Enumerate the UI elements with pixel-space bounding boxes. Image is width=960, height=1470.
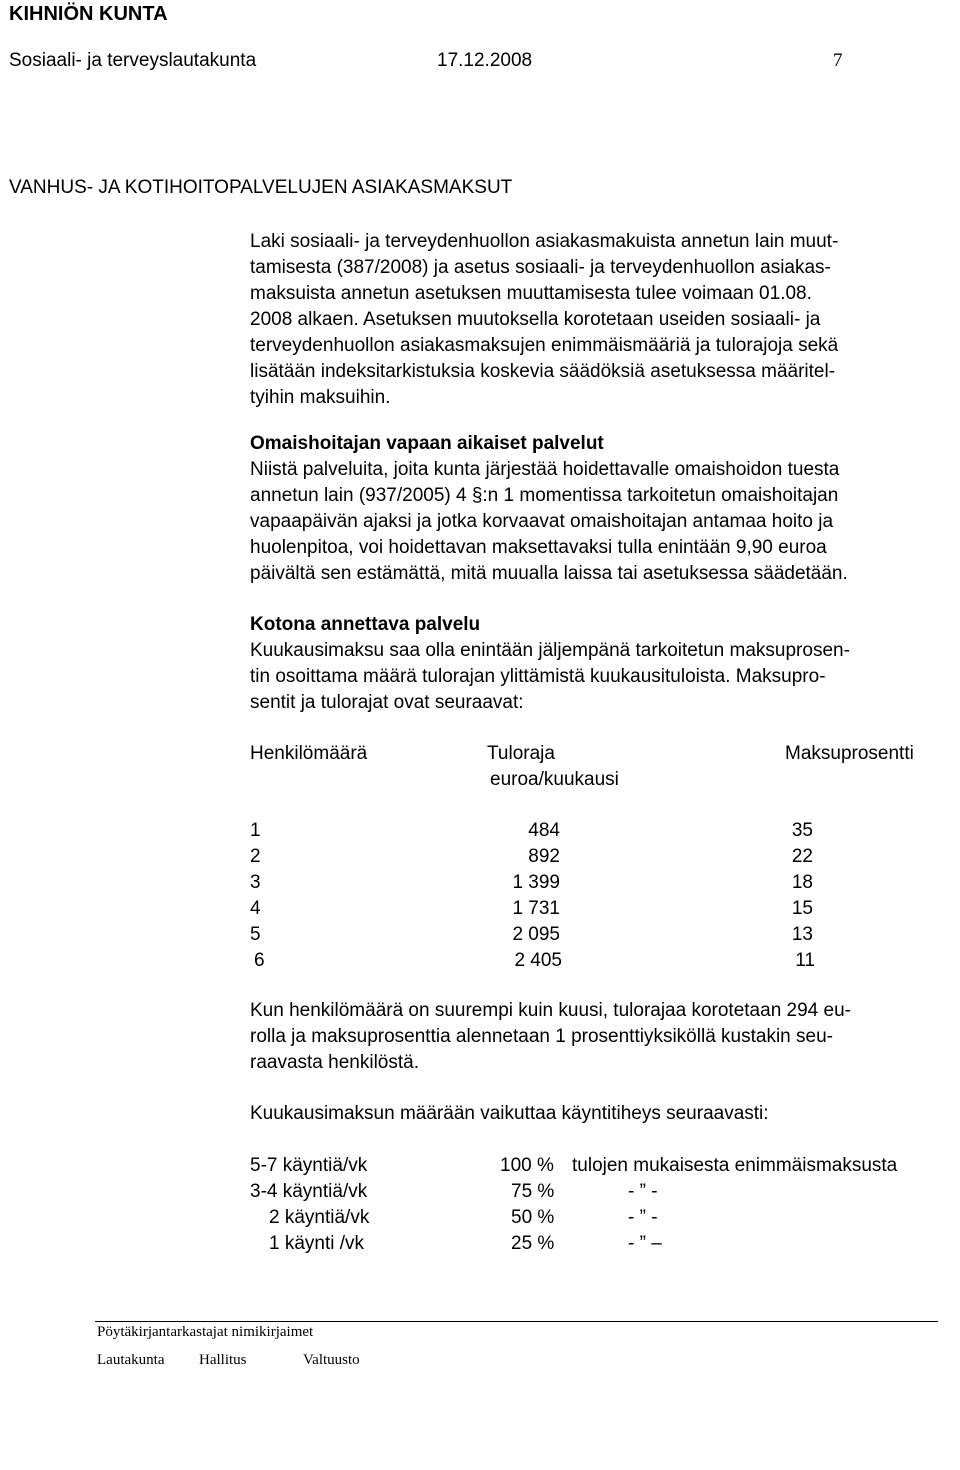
table-cell-percent: 13 <box>791 924 813 945</box>
visit-frequency: 1 käynti /vk <box>269 1233 365 1254</box>
table-header-percent: Maksuprosentti <box>785 743 914 764</box>
visit-description: - ” - <box>628 1181 658 1202</box>
municipality-name: KIHNIÖN KUNTA <box>9 3 168 25</box>
section-line: Niistä palveluita, joita kunta järjestää hoidettavalle omaishoidon tuesta <box>250 459 840 480</box>
footer-signatures-label: Pöytäkirjantarkastajat nimikirjaimet <box>97 1324 314 1340</box>
intro-line: maksuista annetun asetuksen muuttamisesta tulee voimaan 01.08. <box>250 283 812 304</box>
section-line: päivältä sen estämättä, mitä muualla laissa tai asetuksessa säädetään. <box>250 563 848 584</box>
intro-line: Laki sosiaali- ja terveydenhuollon asiakasmakuista annetun lain muut- <box>250 231 839 252</box>
visit-percent: 100 % <box>500 1155 554 1176</box>
note-line: rolla ja maksuprosenttia alennetaan 1 prosenttiyksiköllä kustakin seu- <box>250 1026 833 1047</box>
table-cell-persons: 1 <box>250 820 261 841</box>
table-cell-limit: 484 <box>528 820 560 841</box>
table-cell-percent: 18 <box>791 872 813 893</box>
table-cell-limit: 1 399 <box>512 872 560 893</box>
table-cell-percent: 35 <box>791 820 813 841</box>
footer-divider <box>95 1321 938 1322</box>
table-cell-percent: 11 <box>795 950 815 971</box>
visits-intro: Kuukausimaksun määrään vaikuttaa käyntitiheys seuraavasti: <box>250 1103 769 1124</box>
intro-line: terveydenhuollon asiakasmaksujen enimmäismääriä ja tulorajoja sekä <box>250 335 839 356</box>
footer-body-government: Hallitus <box>199 1352 247 1368</box>
intro-line: lisätään indeksitarkistuksia koskevia säädöksiä asetuksessa määritel- <box>250 361 836 382</box>
table-cell-persons: 3 <box>250 872 261 893</box>
table-cell-limit: 1 731 <box>512 898 560 919</box>
section-line: tin osoittama määrä tulorajan ylittämistä kuukausituloista. Maksupro- <box>250 666 826 687</box>
visit-frequency: 2 käyntiä/vk <box>269 1207 370 1228</box>
table-cell-percent: 15 <box>791 898 813 919</box>
visit-description: - ” - <box>628 1207 658 1228</box>
visit-frequency: 3-4 käyntiä/vk <box>250 1181 368 1202</box>
page-number: 7 <box>833 50 843 71</box>
visit-percent: 50 % <box>511 1207 555 1228</box>
board-name: Sosiaali- ja terveyslautakunta <box>9 50 257 71</box>
table-cell-persons: 4 <box>250 898 261 919</box>
table-subheader-unit: euroa/kuukausi <box>490 769 619 790</box>
visit-percent: 25 % <box>511 1233 555 1254</box>
table-cell-persons: 2 <box>250 846 261 867</box>
section-line: Kuukausimaksu saa olla enintään jäljempänä tarkoitetun maksuprosen- <box>250 640 850 661</box>
footer-body-council: Valtuusto <box>303 1352 360 1368</box>
section-line: huolenpitoa, voi hoidettavan maksettavaksi tulla enintään 9,90 euroa <box>250 537 827 558</box>
table-header-income-limit: Tuloraja <box>487 743 555 764</box>
intro-line: 2008 alkaen. Asetuksen muutoksella korotetaan useiden sosiaali- ja <box>250 309 821 330</box>
table-cell-percent: 22 <box>791 846 813 867</box>
note-line: Kun henkilömäärä on suurempi kuin kuusi, tulorajaa korotetaan 294 eu- <box>250 1000 851 1021</box>
visit-percent: 75 % <box>511 1181 555 1202</box>
section-heading-home-care: Kotona annettava palvelu <box>250 614 481 635</box>
section-line: annetun lain (937/2005) 4 §:n 1 momentissa tarkoitetun omaishoitajan <box>250 485 839 506</box>
table-cell-persons: 6 <box>254 950 265 971</box>
table-header-persons: Henkilömäärä <box>250 743 368 764</box>
visit-description: - ” – <box>628 1233 662 1254</box>
table-cell-limit: 892 <box>528 846 560 867</box>
intro-line: tyihin maksuihin. <box>250 387 391 408</box>
intro-line: tamisesta (387/2008) ja asetus sosiaali- ja terveydenhuollon asiakas- <box>250 257 831 278</box>
section-line: vapaapäivän ajaksi ja jotka korvaavat omaishoitajan antamaa hoito ja <box>250 511 834 532</box>
section-line: sentit ja tulorajat ovat seuraavat: <box>250 692 524 713</box>
meeting-date: 17.12.2008 <box>437 50 533 71</box>
note-line: raavasta henkilöstä. <box>250 1052 419 1073</box>
table-cell-persons: 5 <box>250 924 261 945</box>
visit-frequency: 5-7 käyntiä/vk <box>250 1155 368 1176</box>
visit-description: tulojen mukaisesta enimmäismaksusta <box>572 1155 898 1176</box>
document-title: VANHUS- JA KOTIHOITOPALVELUJEN ASIAKASMAKSUT <box>9 177 513 198</box>
section-heading-respite: Omaishoitajan vapaan aikaiset palvelut <box>250 433 604 454</box>
footer-body-board: Lautakunta <box>97 1352 165 1368</box>
table-cell-limit: 2 405 <box>514 950 562 971</box>
table-cell-limit: 2 095 <box>512 924 560 945</box>
